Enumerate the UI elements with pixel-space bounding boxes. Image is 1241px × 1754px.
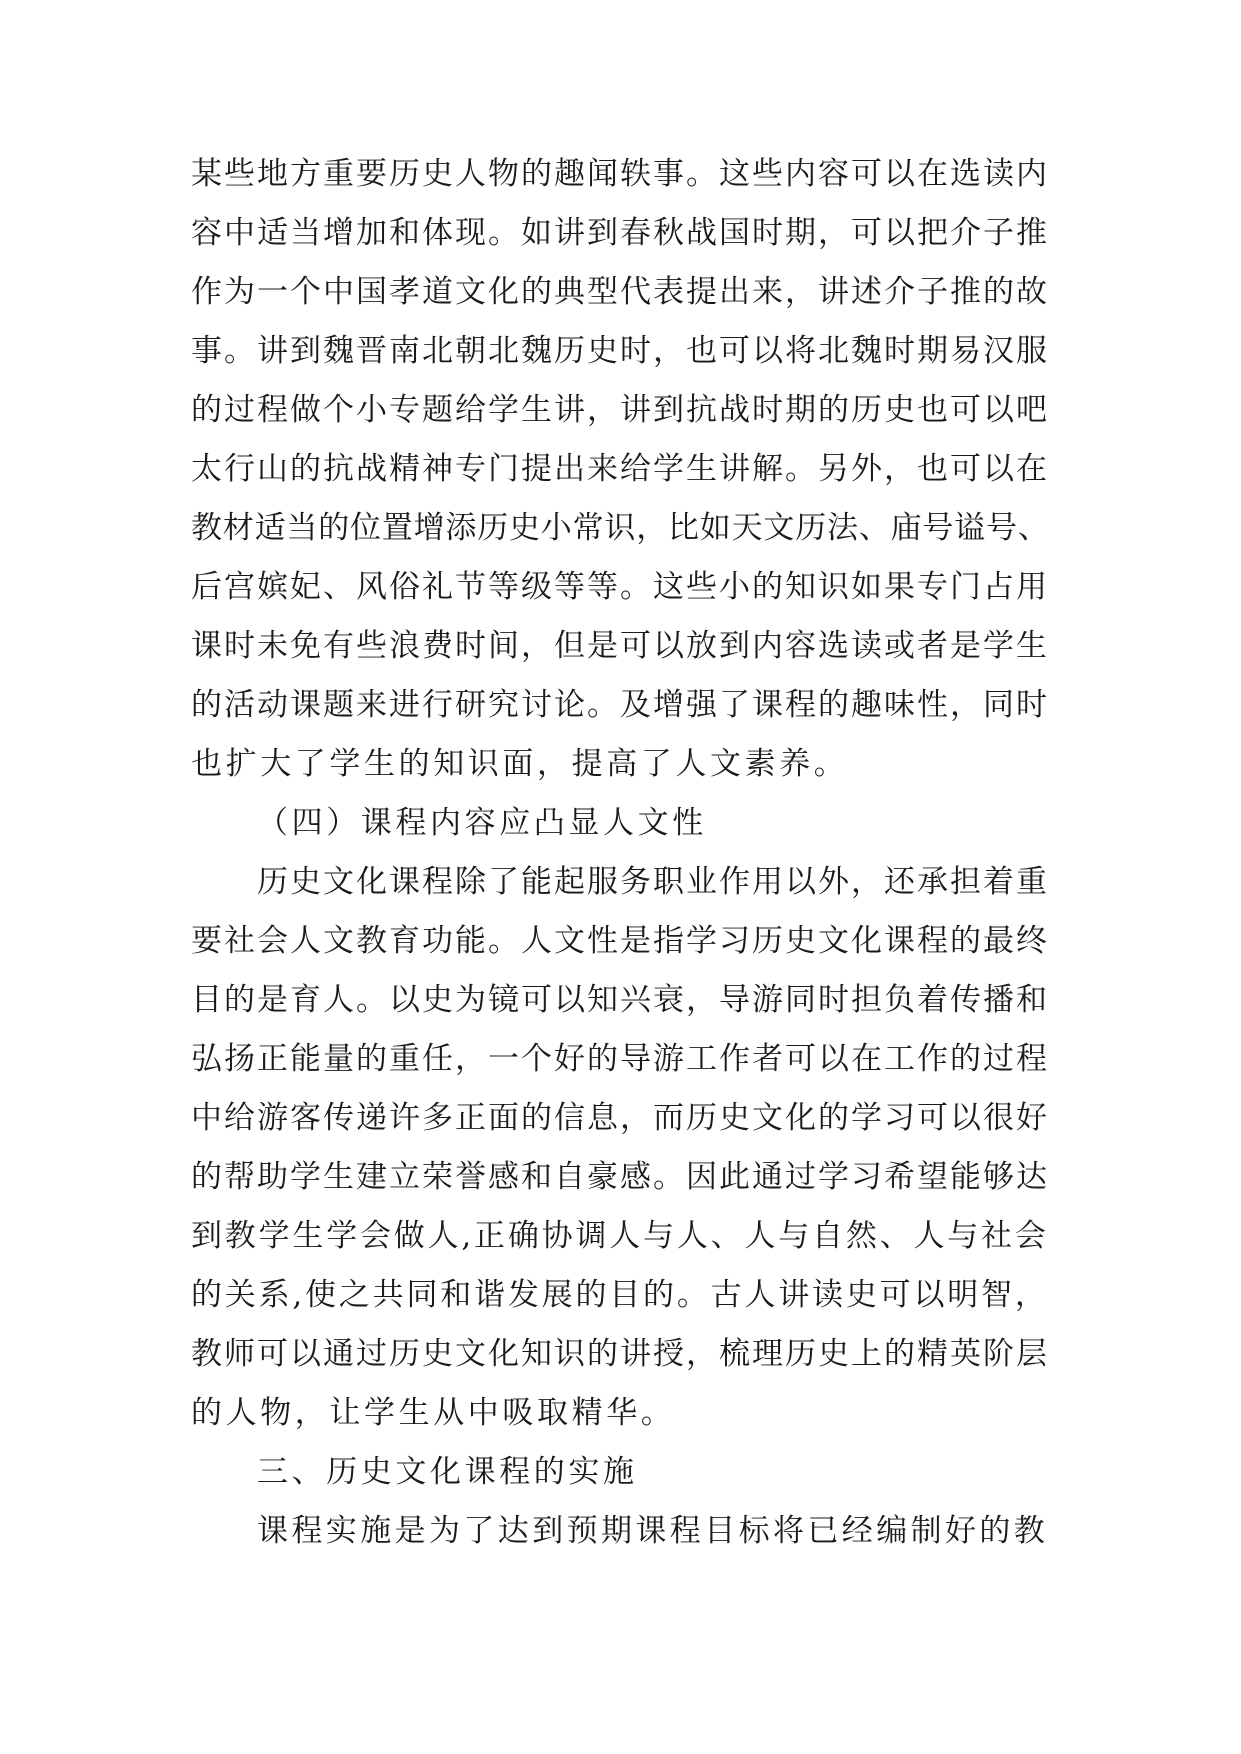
- body-text-line: 的过程做个小专题给学生讲，讲到抗战时期的历史也可以吧: [191, 392, 1049, 428]
- body-text-line: 容中适当增加和体现。如讲到春秋战国时期，可以把介子推: [191, 215, 1049, 251]
- body-text-line: 历史文化课程除了能起服务职业作用以外，还承担着重: [257, 864, 1049, 900]
- body-text-line: 教材适当的位置增添历史小常识，比如天文历法、庙号谥号、: [191, 510, 1050, 546]
- section-heading: （四）课程内容应凸显人文性: [257, 805, 707, 841]
- body-text-line: 课时未免有些浪费时间，但是可以放到内容选读或者是学生: [191, 628, 1049, 664]
- body-text-line: 某些地方重要历史人物的趣闻轶事。这些内容可以在选读内: [191, 156, 1049, 192]
- body-text-line: 太行山的抗战精神专门提出来给学生讲解。另外，也可以在: [191, 451, 1049, 487]
- body-text-line: 的关系,使之共同和谐发展的目的。古人讲读史可以明智，: [191, 1277, 1049, 1313]
- body-text-line: 教师可以通过历史文化知识的讲授，梳理历史上的精英阶层: [191, 1336, 1049, 1372]
- body-text-line: 课程实施是为了达到预期课程目标将已经编制好的教: [257, 1513, 1049, 1549]
- body-text-line: 事。讲到魏晋南北朝北魏历史时，也可以将北魏时期易汉服: [191, 333, 1049, 369]
- body-text-line: 中给游客传递许多正面的信息，而历史文化的学习可以很好: [191, 1100, 1049, 1136]
- section-heading: 三、历史文化课程的实施: [257, 1454, 638, 1490]
- body-text-line: 的活动课题来进行研究讨论。及增强了课程的趣味性，同时: [191, 687, 1049, 723]
- body-text-line: 弘扬正能量的重任，一个好的导游工作者可以在工作的过程: [191, 1041, 1049, 1077]
- body-text-line: 目的是育人。以史为镜可以知兴衰，导游同时担负着传播和: [191, 982, 1049, 1018]
- body-text-line: 要社会人文教育功能。人文性是指学习历史文化课程的最终: [191, 923, 1049, 959]
- body-text-line: 作为一个中国孝道文化的典型代表提出来，讲述介子推的故: [191, 274, 1049, 310]
- body-text-line: 后宫嫔妃、风俗礼节等级等等。这些小的知识如果专门占用: [191, 569, 1049, 605]
- body-text-line: 到教学生学会做人,正确协调人与人、人与自然、人与社会: [191, 1218, 1049, 1254]
- body-text-line: 的人物，让学生从中吸取精华。: [191, 1395, 676, 1431]
- body-text-line: 也扩大了学生的知识面，提高了人文素养。: [191, 746, 849, 782]
- body-text-line: 的帮助学生建立荣誉感和自豪感。因此通过学习希望能够达: [191, 1159, 1049, 1195]
